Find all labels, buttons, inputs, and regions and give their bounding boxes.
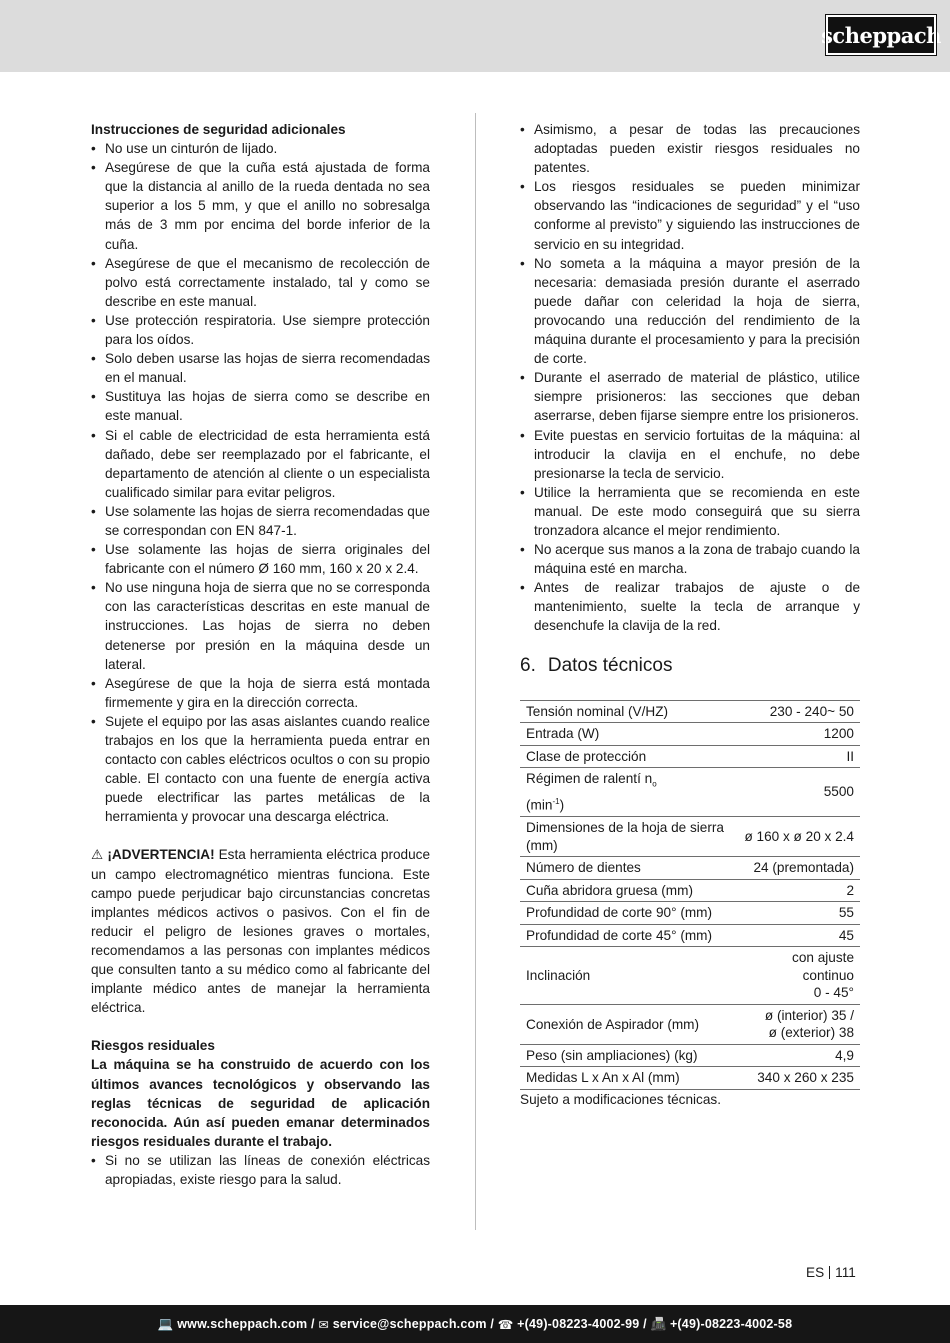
spec-value: 230 - 240~ 50 [733, 700, 860, 723]
table-row [520, 857, 860, 880]
section-title-text: Datos técnicos [547, 654, 673, 676]
phone-icon: ☎ [497, 1317, 514, 1332]
list-item: • Asegúrese de que el mecanismo de recolección de polvo está correctamente instalado, tal y como se describe en este manual. [91, 254, 430, 311]
section-number: 6. [520, 654, 536, 676]
warning-text: Esta herramienta eléctrica produce un campo electromagnético mientras funciona. Este campo puede perjudicar bajo circunstancias concretas implantes médicos activos o pasivos. Con el fin de reducir el peligro de lesiones graves o mortales, recomendamos a las personas con implantes médicos que consulten tanto a su médico como al fabricante del implante médico antes de manejar la herramienta eléctrica. [91, 847, 431, 1016]
spec-label: Medidas L x An x Al (mm) [520, 1067, 733, 1090]
spec-label: Peso (sin ampliaciones) (kg) [520, 1044, 733, 1067]
right-column [520, 120, 860, 1109]
additional-safety-list [91, 139, 430, 826]
header-band [0, 0, 950, 72]
warning-label: ¡ADVERTENCIA! [107, 847, 215, 863]
residual-risks-list-continued [520, 120, 860, 636]
table-row [520, 879, 860, 902]
table-row [520, 924, 860, 947]
spec-value: II [733, 745, 860, 768]
spec-value: 2 [733, 879, 860, 902]
technical-note: Sujeto a modificaciones técnicas. [520, 1091, 721, 1107]
list-item: • Sustituya las hojas de sierra como se describe en este manual. [91, 387, 430, 425]
table-row [520, 1004, 860, 1044]
list-item: • No use ninguna hoja de sierra que no se corresponda con las características descritas en este manual de instrucciones. Las hojas de sierra no deben detenerse por presión en la máquina desde un lateral. [91, 578, 430, 673]
list-item: • Asimismo, a pesar de todas las precauciones adoptadas pueden existir riesgos residuales no patentes. [520, 120, 860, 177]
list-item: • Asegúrese de que la hoja de sierra está montada firmemente y gira en la dirección correcta. [91, 674, 430, 712]
footer-phone: +(49)-08223-4002-99 [517, 1317, 640, 1331]
list-item: • Utilice la herramienta que se recomienda en este manual. De este modo conseguirá que su sierra tronzadora alcance el mejor rendimiento. [520, 483, 860, 540]
footer-website-link[interactable]: www.scheppach.com [177, 1317, 308, 1331]
spec-value: 5500 [733, 768, 860, 817]
list-item: • Solo deben usarse las hojas de sierra recomendadas en el manual. [91, 349, 430, 387]
computer-icon: 💻 [157, 1316, 174, 1331]
table-row [520, 947, 860, 1005]
technical-data-table [520, 700, 860, 1090]
list-item: • Si el cable de electricidad de esta herramienta está dañado, debe ser reemplazado por el fabricante, el departamento de atención al cliente o un especialista cualificado similar para evitar peligros. [91, 426, 430, 502]
spec-label: Cuña abridora gruesa (mm) [520, 879, 733, 902]
table-row [520, 1067, 860, 1090]
residual-risks-intro: La máquina se ha construido de acuerdo con los últimos avances tecnológicos y observando las reglas técnicas de seguridad de aplicación reconocida. Aún así pueden emanar determinados riesgos residuales durante el trabajo. [91, 1057, 430, 1149]
list-item: • No use un cinturón de lijado. [91, 139, 430, 158]
list-item: • Sujete el equipo por las asas aislantes cuando realice trabajos en los que la herramienta pueda entrar en contacto con cables eléctricos ocultos o con su propio cable. El contacto con una fuente de energía activa puede electrificar las partes metálicas de la herramienta y provocar una descarga eléctrica. [91, 712, 430, 827]
list-item: • Antes de realizar trabajos de ajuste o de mantenimiento, suelte la tecla de arranque y desenchufe la clavija de la red. [520, 578, 860, 635]
warning-triangle-icon: ⚠ [91, 847, 104, 863]
page-separator [829, 1266, 830, 1279]
page-number-value: 111 [835, 1265, 856, 1280]
section-title [520, 654, 860, 678]
table-row [520, 902, 860, 925]
warning-paragraph [91, 845, 430, 1017]
spec-label: Tensión nominal (V/HZ) [520, 700, 733, 723]
table-row [520, 1044, 860, 1067]
list-item: • Use solamente las hojas de sierra originales del fabricante con el número Ø 160 mm, 160 x 20 x 2.4. [91, 540, 430, 578]
table-row [520, 768, 860, 817]
column-divider [475, 113, 476, 1230]
mail-icon: ✉ [318, 1317, 329, 1332]
spec-label: Conexión de Aspirador (mm) [520, 1004, 733, 1044]
left-column [91, 120, 430, 1189]
list-item: • Use protección respiratoria. Use siempre protección para los oídos. [91, 311, 430, 349]
list-item: • Los riesgos residuales se pueden minimizar observando las “indicaciones de seguridad” y el “uso conforme al previsto” y siguiendo las instrucciones de servicio en su integridad. [520, 177, 860, 253]
table-row [520, 700, 860, 723]
spec-label: Profundidad de corte 45° (mm) [520, 924, 733, 947]
footer-fax: +(49)-08223-4002-58 [669, 1317, 793, 1331]
spec-label: Inclinación [520, 947, 733, 1005]
spec-value: con ajuste continuo 0 - 45° [733, 947, 860, 1005]
spec-value: 1200 [733, 723, 860, 746]
page-number [806, 1265, 856, 1280]
list-item: • Si no se utilizan las líneas de conexión eléctricas apropiadas, existe riesgo para la salud. [91, 1151, 430, 1189]
footer-bar: 💻 www.scheppach.com / ✉ service@scheppach.com / ☎ +(49)-08223-4002-99 / 📠 +(49)-08223-4002-58 [0, 1305, 950, 1343]
spec-label: Clase de protección [520, 745, 733, 768]
list-item: • Asegúrese de que la cuña está ajustada de forma que la distancia al anillo de la rueda dentada no sea superior a los 5 mm, y que el anillo no sobresalga más de 3 mm por encima del borde inferior de la cuña. [91, 158, 430, 253]
scheppach-logo: scheppach [826, 15, 936, 55]
footer-email-link[interactable]: service@scheppach.com [332, 1317, 487, 1331]
spec-value: 24 (premontada) [733, 857, 860, 880]
spec-label: Número de dientes [520, 857, 733, 880]
spec-label: Entrada (W) [520, 723, 733, 746]
residual-risks-list [91, 1151, 430, 1189]
list-item: • No acerque sus manos a la zona de trabajo cuando la máquina esté en marcha. [520, 540, 860, 578]
fax-icon: 📠 [650, 1316, 667, 1331]
spec-value: 4,9 [733, 1044, 860, 1067]
spec-value: ø (interior) 35 / ø (exterior) 38 [733, 1004, 860, 1044]
table-row [520, 745, 860, 768]
spec-value: 340 x 260 x 235 [733, 1067, 860, 1090]
list-item: • Durante el aserrado de material de plástico, utilice siempre prisioneros: las secciones que deban aserrarse, deben fijarse siempre entre los prisioneros. [520, 368, 860, 425]
spec-label: Dimensiones de la hoja de sierra (mm) [520, 817, 733, 857]
spec-value: 55 [733, 902, 860, 925]
residual-risks-heading: Riesgos residuales [91, 1038, 215, 1054]
page-language: ES [806, 1265, 825, 1280]
table-row [520, 723, 860, 746]
spec-value: ø 160 x ø 20 x 2.4 [733, 817, 860, 857]
table-row [520, 817, 860, 857]
spec-label: Profundidad de corte 90° (mm) [520, 902, 733, 925]
spec-label: Régimen de ralentí $n_o$ $(\min^{-1})$ [520, 768, 733, 817]
additional-safety-heading: Instrucciones de seguridad adicionales [91, 122, 346, 137]
list-item: • No someta a la máquina a mayor presión de la necesaria: demasiada presión durante el aserrado puede dañar con celeridad la hoja de sierra, provocando una reducción del rendimiento de la máquina durante el procesamiento y para la precisión de corte. [520, 254, 860, 369]
list-item: • Evite puestas en servicio fortuitas de la máquina: al introducir la clavija en el enchufe, no debe presionarse la tecla de servicio. [520, 426, 860, 483]
list-item: • Use solamente las hojas de sierra recomendadas que se correspondan con EN 847-1. [91, 502, 430, 540]
spec-value: 45 [733, 924, 860, 947]
